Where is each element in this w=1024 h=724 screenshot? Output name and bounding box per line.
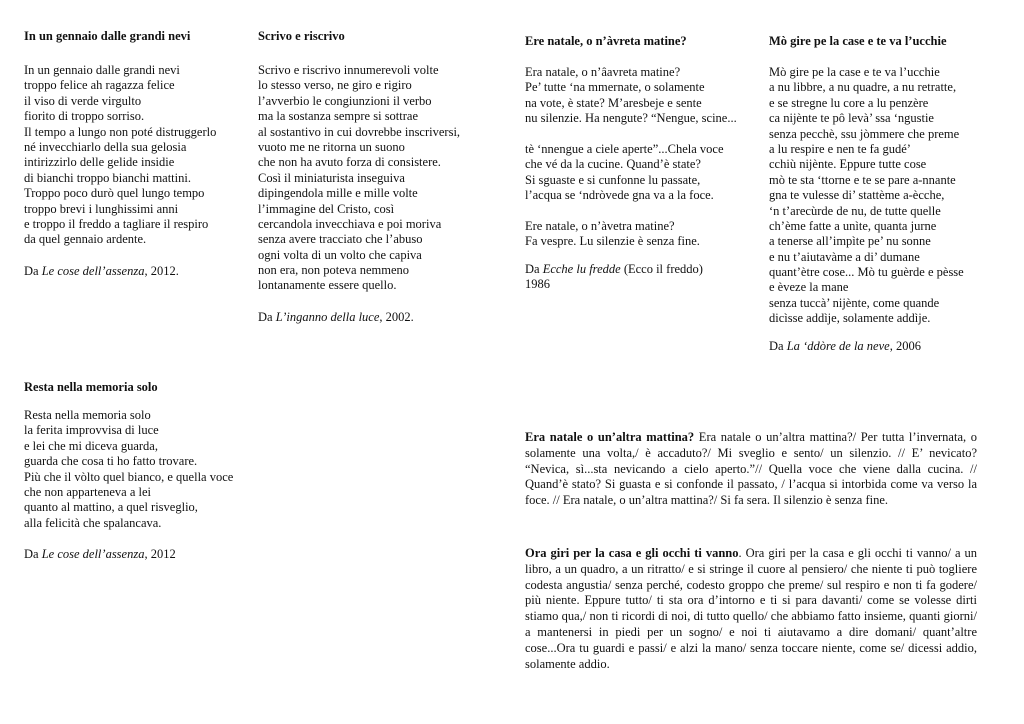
poem-line: cchiù nijènte. Eppure tutte cose <box>769 157 927 172</box>
poem-line: In un gennaio dalle grandi nevi <box>24 63 180 77</box>
poem-line: né invecchiarlo della sua gelosia <box>24 139 187 154</box>
poem-block-3 <box>525 34 765 293</box>
poem-line: Troppo poco durò quel lungo tempo <box>24 186 205 201</box>
translation-paragraph-2 <box>525 546 977 672</box>
poem-line <box>525 204 765 219</box>
poem-line: mò te sta ‘ttorne e te se pare a-nnante <box>769 172 956 187</box>
poem-line: Mò gire pe la case e te va l’ucchie <box>769 65 940 79</box>
poem-line: vuoto me ne ritorna un suono <box>258 139 405 154</box>
poem-line: troppo felice ah ragazza felice <box>24 78 175 93</box>
poem-line: Così il miniaturista inseguiva <box>258 170 405 185</box>
translation-title: Ora giri per la casa e gli occhi ti vanno <box>525 546 739 560</box>
poem-title: Ere natale, o n’àvreta matine? <box>525 34 687 48</box>
translation-text: . Ora giri per la casa e gli occhi ti vanno/ a un libro, a un quadro, a un ritratto/ e si stringe il cuore al pensiero/ che niente ti può togliere codesta angustia/ senza perché, codesto groppo che preme/ sul respiro e non ti fa godere/ più niente. Eppure tutto/ ti sta ora d’intorno e ti si para davanti/ come se volesse dirti stiamo qua,/ non ti ricordi di noi, di tutto quello/ che abbiamo fatto insieme, quanti giorni/ a mantenersi in piedi per un sogno/ e noi ti aiutavamo a dire domani/ quant’altre cose...Ora tu guardi e passi/ e alzi la mano/ senza toccare niente, come se/ dicessi addio, solamente addio. <box>525 546 977 671</box>
poem-line: Il tempo a lungo non poté distruggerlo <box>24 124 217 139</box>
poem-source: Da Ecche lu fredde (Ecco il freddo) 1986 <box>525 261 703 292</box>
poem-line: e lei che mi diceva guarda, <box>24 438 158 453</box>
poem-line: Più che il vòlto quel bianco, e quella voce <box>24 469 234 484</box>
poem-line: Pe’ tutte ‘na mmernate, o solamente <box>525 80 705 95</box>
poem-source: Da Le cose dell’assenza, 2012. <box>24 263 179 278</box>
poem-line: la ferita improvvisa di luce <box>24 423 159 438</box>
poem-line: l’immagine del Cristo, così <box>258 201 395 216</box>
poem-body <box>525 65 765 250</box>
poem-line: lontanamente essere quello. <box>258 278 397 293</box>
poem-line: a tenerse all’impìte pe’ nu sonne <box>769 234 931 249</box>
poem-line: l’acqua se ‘ndròvede gna va a la foce. <box>525 188 714 203</box>
poem-line: e troppo il freddo a tagliare il respiro <box>24 216 209 231</box>
poem-source: Da L’inganno della luce, 2002. <box>258 309 414 324</box>
poem-body <box>769 65 1009 327</box>
poem-line: non era, non poteva nemmeno <box>258 263 409 278</box>
poem-block-4 <box>769 34 1009 354</box>
poem-line: da quel gennaio ardente. <box>24 232 147 247</box>
poem-line: che non ha avuto forza di consistere. <box>258 155 441 170</box>
poem-block-1 <box>24 29 244 279</box>
poem-line: dicìsse addìje, solamente addìje. <box>769 311 931 326</box>
poem-line: Scrivo e riscrivo innumerevoli volte <box>258 63 439 77</box>
poem-block-2 <box>258 29 498 325</box>
poem-title: In un gennaio dalle grandi nevi <box>24 29 191 43</box>
poem-line: nu silenzie. Ha nengute? “Nengue, scine... <box>525 111 737 126</box>
translation-title: Era natale o un’altra mattina? <box>525 430 695 444</box>
poem-body <box>24 408 264 531</box>
poem-body <box>24 63 244 248</box>
poem-line: a lu respire e nen te fa gudé’ <box>769 141 911 156</box>
poem-line: Ere natale, o n’àvetra matine? <box>525 218 675 233</box>
poem-body <box>258 63 498 294</box>
poem-line: e nu t’aiutavàme a di’ dumane <box>769 249 920 264</box>
poem-line: al sostantivo in cui dovrebbe inscriversi, <box>258 124 461 139</box>
poem-title: Mò gire pe la case e te va l’ucchie <box>769 34 947 48</box>
poem-line: Era natale, o n’âavreta matine? <box>525 65 681 79</box>
poem-line: l’avverbio le congiunzioni il verbo <box>258 93 432 108</box>
poem-line: dipingendola mille e mille volte <box>258 186 418 201</box>
translation-text: Era natale o un’altra mattina?/ Per tutta l’invernata, o solamente una volta,/ è accaduto?/ Mi sveglio e sento/ un silenzio. // E’ nevicato? “Nevica, sì...sta nevicando a cielo aperto.”// Quella voce che viene dalla cucina. // Quand’è stato? Si guasta e si confonde il passato, / l’acqua si intorbida come va verso la foce. // Era natale, o un’altra mattina?/ Si fa sera. Il silenzio è senza fine. <box>525 430 977 508</box>
poem-line: senza tuccà’ nijènte, come quande <box>769 295 940 310</box>
poem-block-5 <box>24 380 264 563</box>
poem-source: Da La ‘ddòre de la neve, 2006 <box>769 338 921 353</box>
poem-line: quant’ètre cose... Mò tu guèrde e pèsse <box>769 265 964 280</box>
poem-line <box>525 127 765 142</box>
poem-line: fiorito di troppo sorriso. <box>24 109 145 124</box>
poem-line: cercandola invecchiava e poi moriva <box>258 216 442 231</box>
poem-line: ‘n t’arecùrde de nu, de tutte quelle <box>769 203 941 218</box>
poem-line: che non apparteneva a lei <box>24 484 152 499</box>
poem-line: Resta nella memoria solo <box>24 408 151 422</box>
poem-line: e èveze la mane <box>769 280 849 295</box>
poem-line: Si sguaste e si cunfonne lu passate, <box>525 172 701 187</box>
poem-line: senza avere tracciato che l’abuso <box>258 232 423 247</box>
poem-line: senza pecchè, ssu jòmmere che preme <box>769 126 960 141</box>
poem-title: Resta nella memoria solo <box>24 380 158 394</box>
poem-line: e se stregne lu core a lu penzère <box>769 95 929 110</box>
poem-line: guarda che cosa ti ho fatto trovare. <box>24 454 198 469</box>
poem-source: Da Le cose dell’assenza, 2012 <box>24 547 176 562</box>
poem-line: ma la sostanza sempre si sottrae <box>258 109 419 124</box>
poem-line: il viso di verde virgulto <box>24 93 142 108</box>
poem-line: troppo brevi i lunghissimi anni <box>24 201 179 216</box>
poem-line: intirizzirlo delle gelide insidie <box>24 155 175 170</box>
poem-line: Fa vespre. Lu silenzie è senza fine. <box>525 234 700 249</box>
poem-line: quanto al mattino, a quel risveglio, <box>24 500 198 515</box>
poem-line: tè ‘nnengue a ciele aperte”...Chela voce <box>525 141 724 156</box>
poem-title: Scrivo e riscrivo <box>258 29 345 43</box>
poem-line: ch’ème fatte a unìte, quanta jurne <box>769 218 937 233</box>
poem-line: ca nijènte te pô levà’ ssa ‘ngustie <box>769 111 934 126</box>
poem-line: che vé da la cucine. Quand’è state? <box>525 157 701 172</box>
poem-line: di bianchi troppo bianchi mattini. <box>24 170 191 185</box>
poem-line: gna te vulesse di’ stattème a-ècche, <box>769 188 945 203</box>
poem-line: alla felicità che spalancava. <box>24 515 162 530</box>
poem-line: lo stesso verso, ne giro e rigiro <box>258 78 412 93</box>
poem-line: ogni volta di un volto che capiva <box>258 247 422 262</box>
poem-line: na vote, è state? M’aresbeje e sente <box>525 95 702 110</box>
poem-line: a nu libbre, a nu quadre, a nu retratte, <box>769 80 957 95</box>
translation-paragraph-1 <box>525 430 977 509</box>
